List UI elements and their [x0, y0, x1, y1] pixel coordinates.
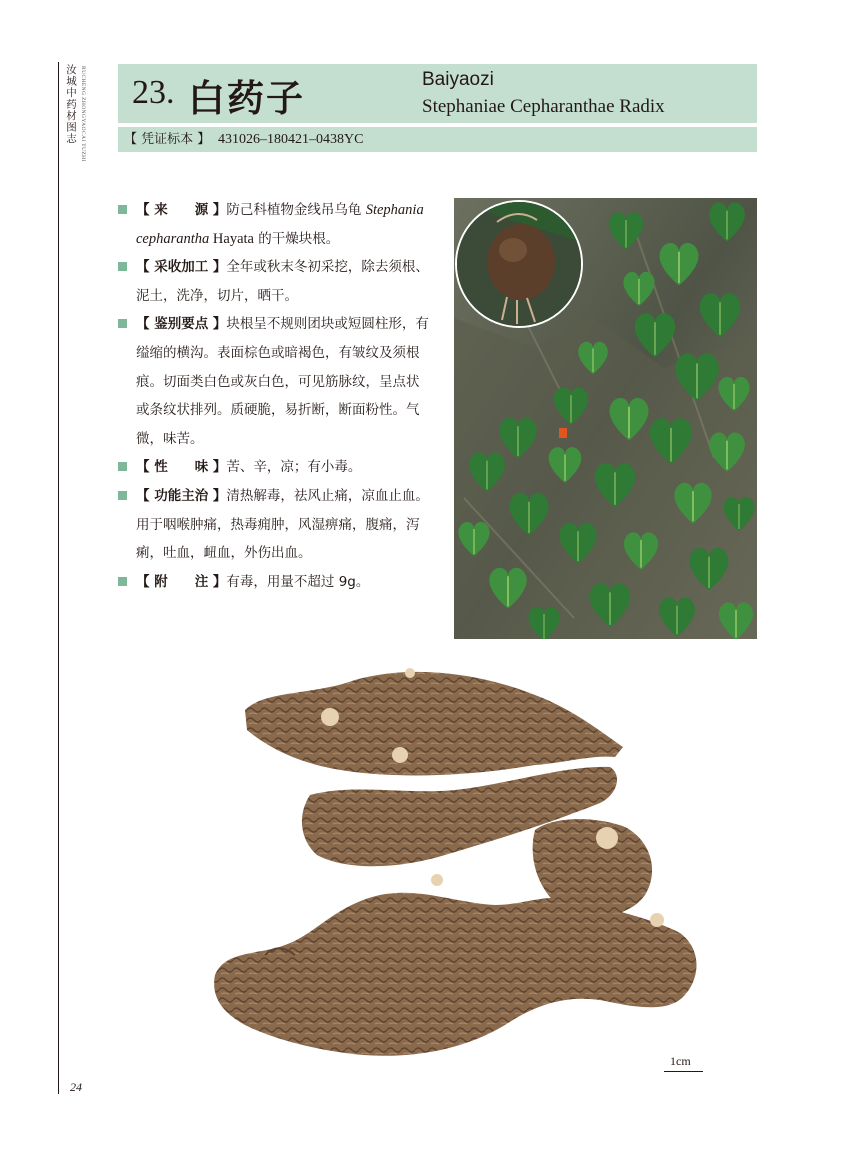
- book-title-pinyin-vertical: RUCHENG ZHONGYAOCAI TUZHI: [80, 66, 86, 162]
- tuber-inset-photo: [455, 200, 583, 328]
- square-bullet-icon: [118, 462, 127, 471]
- entry-label: 【 采收加工 】: [136, 259, 227, 276]
- entry-text: 全年或秋末冬初采挖，除去须根、泥土，洗净，切片，晒干。: [136, 259, 429, 304]
- entry-number: 23.: [132, 74, 175, 111]
- entry-text: 块根呈不规则团块或短圆柱形，有缢缩的横沟。表面棕色或暗褐色，有皱纹及须根痕。切面类白色或灰白色，可见筋脉纹，呈点状或条纹状排列。质硬脆，易折断，断面粉性。气微，味苦。: [136, 316, 429, 447]
- entry-header: [118, 64, 757, 123]
- scale-bar-label: 1cm: [670, 1054, 691, 1068]
- entry-source: [118, 196, 432, 253]
- description-list: [118, 196, 432, 596]
- square-bullet-icon: [118, 491, 127, 500]
- entry-text: 清热解毒，祛风止痛，凉血止血。用于咽喉肿痛，热毒痈肿，风湿痹痛，腹痛，泻痢，吐血，衄血，外伤出血。: [136, 487, 429, 562]
- square-bullet-icon: [118, 262, 127, 271]
- dried-tuber-specimen-photo: [205, 655, 710, 1080]
- species-latin-name: Stephania cepharantha: [136, 202, 424, 247]
- entry-nature-taste: [118, 453, 432, 482]
- voucher-label: 【 凭证标本 】: [124, 132, 211, 147]
- entry-text: 苦、辛，凉；有小毒。: [226, 459, 362, 476]
- page-number: 24: [70, 1080, 82, 1094]
- entry-label: 【 附 注 】: [136, 573, 227, 590]
- square-bullet-icon: [118, 577, 127, 586]
- square-bullet-icon: [118, 205, 127, 214]
- entry-label: 【 功能主治 】: [136, 487, 227, 504]
- entry-label: 【 鉴别要点 】: [136, 316, 227, 333]
- square-bullet-icon: [118, 319, 127, 328]
- species-author: Hayata: [209, 230, 254, 247]
- entry-label: 【 性 味 】: [136, 459, 227, 476]
- entry-note: [118, 568, 432, 597]
- entry-functions: [118, 482, 432, 568]
- book-title-vertical: 汝城中药材图志: [65, 64, 77, 145]
- entry-title-cn: 白药子: [188, 77, 305, 120]
- entry-text: 的干燥块根。: [253, 230, 340, 247]
- entry-title-latin: Stephaniae Cepharanthae Radix: [422, 96, 665, 117]
- entry-text: 防己科植物金线吊乌龟: [226, 202, 366, 218]
- voucher-bar: [118, 127, 757, 152]
- entry-title-pinyin: Baiyaozi: [422, 69, 494, 90]
- entry-processing: [118, 253, 432, 310]
- entry-identification: [118, 310, 432, 453]
- spine-rule: [58, 62, 59, 1094]
- voucher-number: 431026–180421–0438YC: [218, 132, 364, 147]
- entry-text: 有毒，用量不超过 9g。: [226, 573, 370, 590]
- entry-label: 【 来 源 】: [136, 202, 227, 218]
- scale-bar: [664, 1071, 703, 1072]
